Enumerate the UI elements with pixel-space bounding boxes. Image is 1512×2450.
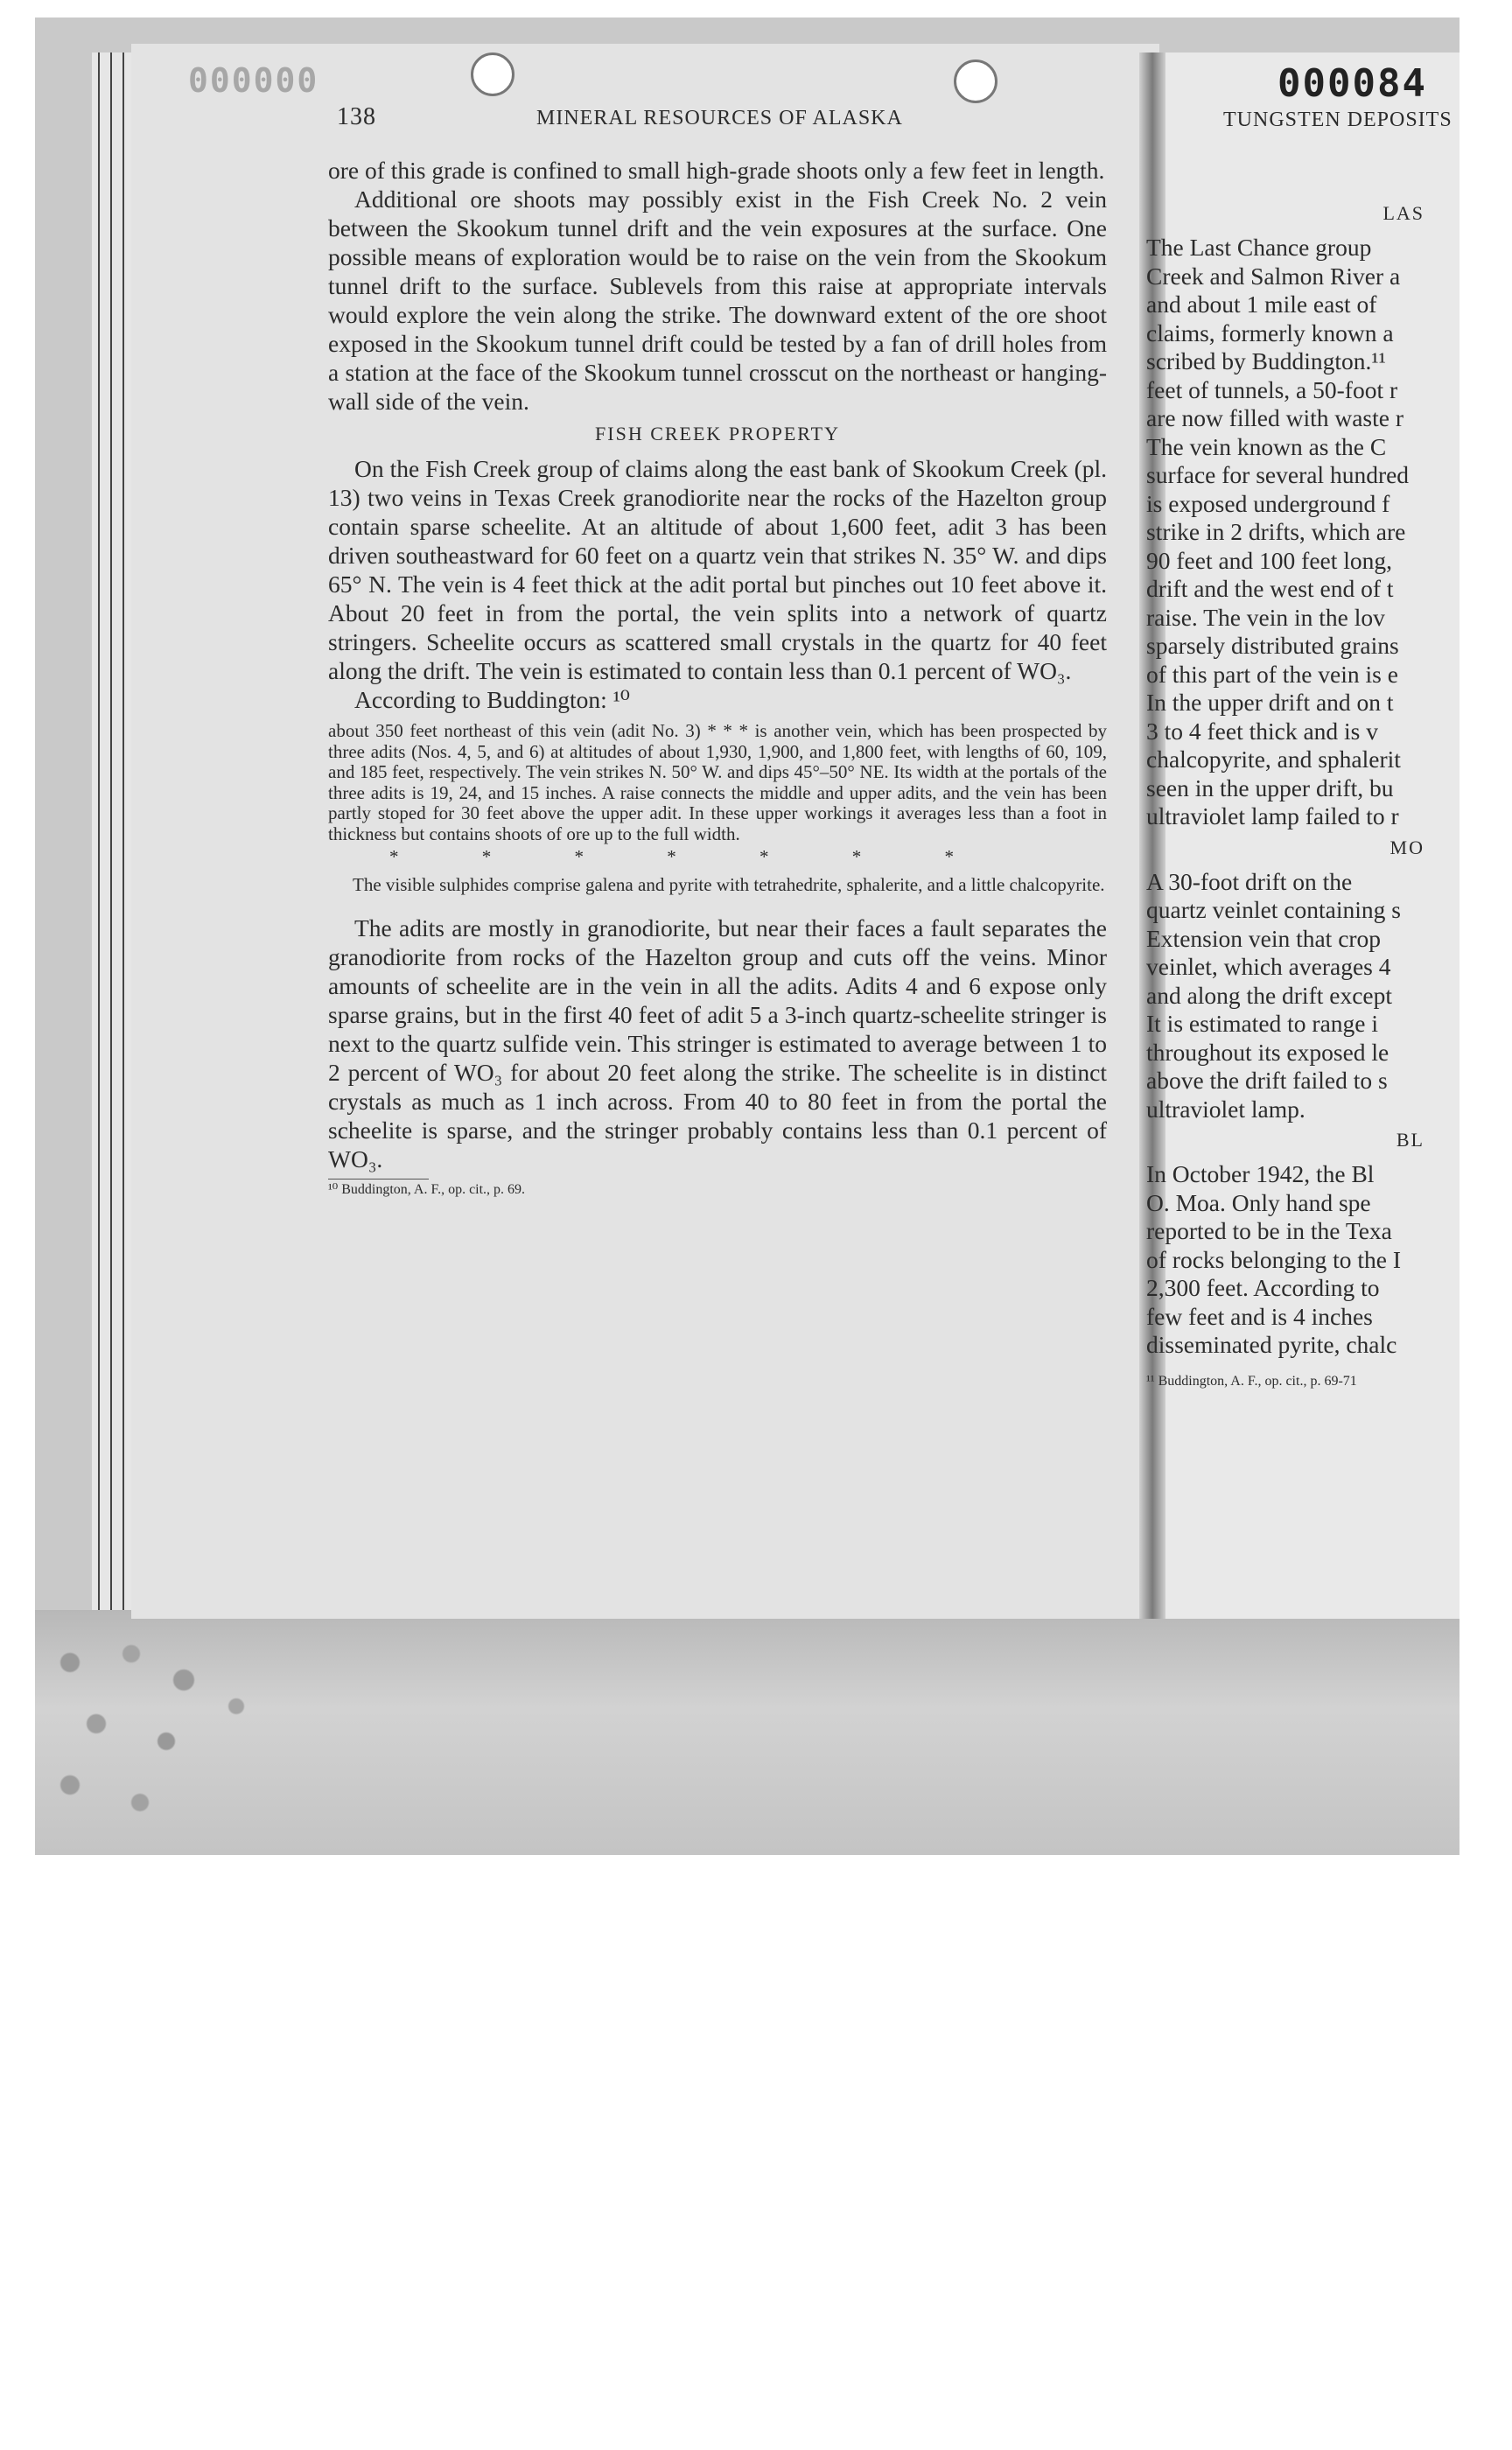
right-text-block	[1146, 1160, 1435, 1360]
punch-hole	[954, 60, 998, 103]
text-line: claims, formerly known a	[1146, 318, 1394, 346]
text-line: 3 to 4 feet thick and is v	[1146, 717, 1379, 745]
text-line: Creek and Salmon River a	[1146, 262, 1401, 290]
footnote: ¹¹ Buddington, A. F., op. cit., p. 69-71	[1146, 1373, 1357, 1389]
footnote-rule	[328, 1179, 429, 1180]
text-line: surface for several hundred	[1146, 461, 1410, 488]
paragraph: The adits are mostly in granodiorite, but near their faces a fault separates the granodiorite from rocks of the Hazelton group and cuts off the veins. Minor amounts of scheelite are in the vein in all the adits. Adits 4 and 6 expose only sparse grains, but in the first 40 feet of adit 5 a 3-inch quartz-scheelite stringer is next to the quartz sulfide vein. This stringer is estimated to average between 1 to 2 percent of WO₃ for about 20 feet along the strike. The scheelite is in distinct crystals as much as 1 inch across. From 40 to 80 feet in from the portal the scheelite is sparse, and the stringer probably contains less than 0.1 percent of WO₃.	[328, 914, 1107, 1172]
text-line: ultraviolet lamp.	[1146, 1095, 1306, 1123]
section-heading: BL	[1396, 1129, 1424, 1151]
text-line: 2,300 feet. According to	[1146, 1274, 1380, 1301]
block-quote: The visible sulphides comprise galena and pyrite with tetrahedrite, sphalerite, and a little chalcopyrite.	[353, 874, 1105, 895]
section-heading: LAS	[1382, 202, 1424, 224]
text-line: quartz veinlet containing s	[1146, 896, 1401, 923]
text-line: chalcopyrite, and sphalerit	[1146, 746, 1401, 773]
text-line: 90 feet and 100 feet long,	[1146, 546, 1393, 574]
text-line: In the upper drift and on t	[1146, 689, 1394, 716]
paragraph: According to Buddington: ¹⁰	[354, 686, 630, 713]
text-line: veinlet, which averages 4	[1146, 953, 1391, 980]
right-text-block	[1146, 234, 1435, 831]
text-line: disseminated pyrite, chalc	[1146, 1331, 1397, 1358]
ellipsis-stars: * * * * * * *	[389, 846, 954, 867]
text-line: few feet and is 4 inches	[1146, 1302, 1373, 1330]
text-line: seen in the upper drift, bu	[1146, 774, 1394, 802]
section-heading: MO	[1390, 836, 1424, 858]
lace-pattern-decoration	[35, 1610, 298, 1855]
section-heading: FISH CREEK PROPERTY	[595, 423, 840, 444]
running-head-right: TUNGSTEN DEPOSITS	[1223, 108, 1452, 131]
text-line: reported to be in the Texa	[1146, 1217, 1392, 1244]
page-number: 138	[337, 103, 376, 130]
text-line: above the drift failed to s	[1146, 1067, 1388, 1094]
right-page-text	[1146, 197, 1435, 1390]
paragraph: Additional ore shoots may possibly exist in the Fish Creek No. 2 vein between the Skookum tunnel drift and the vein exposures at the surface. One possible means of exploration would be to raise on the vein from the Skookum tunnel drift to the surface. Sublevels from this raise at appropriate intervals would explore the vein along the strike. The downward extent of the ore shoot exposed in the Skookum tunnel drift could be tested by a fan of drill holes from a station at the face of the Skookum tunnel crosscut on the northeast or hanging-wall side of the vein.	[328, 186, 1107, 415]
footnote: ¹⁰ Buddington, A. F., op. cit., p. 69.	[328, 1181, 526, 1197]
paragraph: ore of this grade is confined to small high-grade shoots only a few feet in length.	[328, 157, 1105, 184]
text-line: are now filled with waste r	[1146, 404, 1404, 431]
document-number-stamp-right: 000084	[1278, 61, 1427, 106]
text-line: In October 1942, the Bl	[1146, 1160, 1375, 1187]
text-line: It is estimated to range i	[1146, 1010, 1378, 1037]
text-line: sparsely distributed grains	[1146, 632, 1399, 659]
text-line: strike in 2 drifts, which are	[1146, 518, 1406, 545]
text-line: of rocks belonging to the I	[1146, 1245, 1401, 1273]
text-line: Extension vein that crop	[1146, 924, 1382, 952]
text-line: raise. The vein in the lov	[1146, 603, 1385, 631]
running-head: MINERAL RESOURCES OF ALASKA	[536, 107, 903, 130]
text-line: drift and the west end of t	[1146, 575, 1394, 602]
text-line: O. Moa. Only hand spe	[1146, 1188, 1371, 1216]
text-line: of this part of the vein is e	[1146, 660, 1398, 688]
text-line: The Last Chance group	[1146, 234, 1372, 261]
paragraph: On the Fish Creek group of claims along the east bank of Skookum Creek (pl. 13) two veins in Texas Creek granodiorite near the rocks of the Hazelton group contain sparse scheelite. At an altitude of about 1,600 feet, adit 3 has been driven southeastward for 60 feet on a quartz vein that strikes N. 35° W. and dips 65° N. The vein is 4 feet thick at the adit portal but pinches out 10 feet above it. About 20 feet in from the portal, the vein splits into a network of quartz stringers. Scheelite occurs as scattered small crystals in the quartz for 40 feet along the drift. The vein is estimated to contain less than 0.1 percent of WO₃.	[328, 455, 1107, 684]
left-page-text	[328, 156, 1107, 1199]
text-line: and about 1 mile east of	[1146, 290, 1377, 318]
text-line: and along the drift except	[1146, 981, 1393, 1009]
text-line: A 30-foot drift on the	[1146, 867, 1353, 895]
text-line: The vein known as the C	[1146, 432, 1387, 460]
text-line: throughout its exposed le	[1146, 1038, 1390, 1066]
document-number-stamp-left: 000000	[188, 61, 319, 100]
right-text-block	[1146, 868, 1435, 1124]
text-line: is exposed underground f	[1146, 489, 1390, 517]
punch-hole	[471, 52, 514, 96]
text-line: scribed by Buddington.¹¹	[1146, 347, 1386, 374]
text-line: ultraviolet lamp failed to r	[1146, 802, 1399, 830]
block-quote: about 350 feet northeast of this vein (adit No. 3) * * * is another vein, which has been prospected by three adits (Nos. 4, 5, and 6) at altitudes of about 1,930, 1,900, and 1,800 feet, with lengths of 60, 109, and 185 feet, respectively. The vein strikes N. 50° W. and dips 45°–50° NE. Its width at the portals of the three adits is 19, 24, and 15 inches. A raise connects the middle and upper adits, and the vein has been partly stoped for 30 feet above the upper adit. In these upper workings it averages less than a foot in thickness but contains shoots of ore up to the full width.	[328, 720, 1107, 844]
text-line: feet of tunnels, a 50-foot r	[1146, 375, 1398, 403]
